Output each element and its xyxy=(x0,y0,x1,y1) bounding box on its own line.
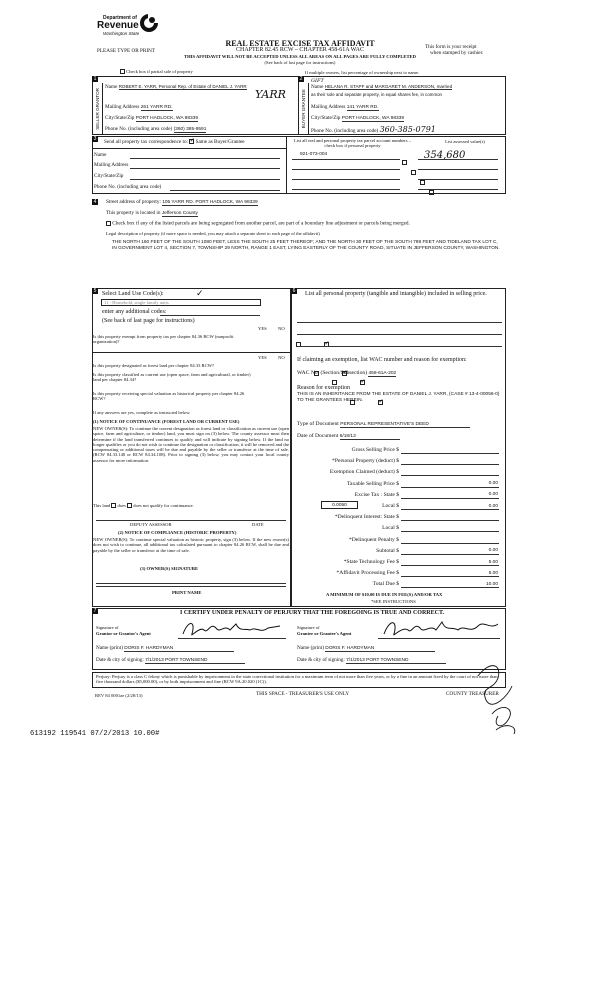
seller-handwritten-note: YARR xyxy=(255,88,286,101)
partial-sale-row xyxy=(120,69,193,74)
grantee-name-row: Name (print) DORIS F. HARDYMAN xyxy=(297,645,435,652)
land-use-label: Select Land Use Code(s): xyxy=(102,291,164,297)
deputy-date-label: DATE xyxy=(252,522,264,527)
buyer-name-field[interactable]: HELANA R. STAPF and MARGARET M. ANDERSON, married xyxy=(324,84,453,89)
s3-name-field[interactable] xyxy=(130,158,280,159)
tax-line-value: 0.00 xyxy=(488,481,498,487)
tax-line-field[interactable] xyxy=(401,509,499,510)
deputy-signature-line[interactable] xyxy=(96,520,286,521)
tax-line-label: *Delinquent Interest: State $ xyxy=(334,514,399,521)
buyer-city-row: City/State/Zip PORT HADLOCK, WA 98339 xyxy=(311,115,404,121)
tax-line-field[interactable] xyxy=(401,587,499,588)
segregated-checkbox[interactable] xyxy=(106,221,111,226)
buyer-phone-row: Phone No. (including area code) 360-385-0791 xyxy=(311,125,436,134)
seller-phone-field[interactable]: (360) 385-9591 xyxy=(173,127,207,132)
q2-text: Is this property designated as forest land per chapter 84.33 RCW? xyxy=(93,363,215,368)
this-land-row: This land does does not qualify for continuance. xyxy=(93,503,194,508)
land-does-checkbox[interactable] xyxy=(111,503,116,508)
section-7-marker: 7 xyxy=(93,608,97,614)
reason-field[interactable]: THIS IS AN INHERITANCE FROM THE ESTATE OF DANIEL J. YARR, (CASE # 13-4-00056-0) TO THE GRANTEES HEREIN. xyxy=(297,392,500,404)
section-1-marker: 1 xyxy=(93,76,97,82)
q1-text: Is this property exempt from property tax per chapter 84.36 RCW (nonprofit organization)? xyxy=(93,334,234,345)
send-correspondence-row: Send all property tax correspondence to: ✓ Same as Buyer/Grantee xyxy=(104,139,245,145)
yes-header-2: YES xyxy=(258,355,267,360)
county-treasurer: COUNTY TREASURER xyxy=(446,691,499,697)
section-3-marker: 3 xyxy=(93,136,97,142)
receipt-note-1: This form is your receipt xyxy=(425,44,477,50)
buyer-side-label: BUYER GRANTEE xyxy=(300,89,306,129)
seller-name-field[interactable]: ROBERT E. YARR, Personal Rep. of Estate of DANIEL J. YARR xyxy=(118,84,247,89)
s3-phone-label: Phone No. (including area code) xyxy=(94,184,162,190)
buyer-name-note-row xyxy=(311,92,442,98)
seller-city-row: City/State/Zip PORT HADLOCK, WA 98339 xyxy=(105,115,198,121)
s3-mailing-label: Mailing Address xyxy=(94,162,129,168)
grantee-date-field[interactable]: 7/1/2013 PORT TOWNSEND xyxy=(346,658,446,664)
located-county-field[interactable]: Jefferson County xyxy=(161,211,198,216)
see-instructions-note: *SEE INSTRUCTIONS xyxy=(371,599,416,604)
s3-city-field[interactable] xyxy=(130,179,280,180)
tax-line-label: Local $ xyxy=(382,503,399,509)
perjury-notice: Perjury: Perjury is a class C felony which is punishable by imprisonment in the state correctional institution for a maximum term of not more than five years, or by a fine in an amount fixed by the court of not more than five thousand dollars ($5,000.00), or by both imprisonment and fine (RCW 9A.20.020 (1C)). xyxy=(92,672,506,688)
buyer-name-row: Name HELANA R. STAPF and MARGARET M. ANDERSON, married xyxy=(311,84,453,90)
recording-stamp: 613192 119541 07/2/2013 10.00# xyxy=(30,730,160,738)
same-as-buyer-checkbox[interactable] xyxy=(189,139,194,144)
buyer-mailing-row: Mailing Address 141 YARR RD. xyxy=(311,104,379,110)
grantee-sig-label-1: Signature of xyxy=(297,625,320,630)
minimum-note: A MINIMUM OF $10.00 IS DUE IN FEE(S) AND/OR TAX xyxy=(326,592,443,597)
tax-line-value: 0.00 xyxy=(488,548,498,554)
land-use-select[interactable]: 11 - Household, single family units xyxy=(101,299,261,306)
grantor-name-field[interactable]: DORIS F. HARDYMAN xyxy=(124,646,234,652)
buyer-name-note: as their sole and separate property, in equal shares fee, in common xyxy=(311,92,442,97)
s3-mailing-field[interactable] xyxy=(130,168,280,169)
land-use-see-back: (See back of last page for instructions) xyxy=(102,318,195,324)
dept-line3: Washington State xyxy=(103,31,140,36)
seller-side-label: SELLER GRANTOR xyxy=(94,88,100,130)
section-4-marker: 4 xyxy=(93,199,97,205)
doc-date-row: Date of Document 6/18/13 xyxy=(297,433,400,440)
buyer-city-field[interactable]: PORT HADLOCK, WA 98339 xyxy=(341,116,404,121)
tax-line-field[interactable] xyxy=(401,464,499,465)
no-header-1: NO xyxy=(278,326,285,331)
wac-row: WAC No. (Section/Subsection) 458-61A-202 xyxy=(297,370,397,376)
exemption-label: If claiming an exemption, list WAC number and reason for exemption: xyxy=(297,357,467,363)
see-back-note: (See back of last page for instructions) xyxy=(264,60,336,65)
notice-1-text: NEW OWNER(S): To continue the current designation as forest land or classification as current use (open space, farm and agriculture, or timber) land, you must sign on (3) below. The county assessor must then determine if the land transferred continues to qualify and will indicate by signing below. If the land no longer qualifies or you do not wish to continue the designation or classification, it will be removed and the compensating or additional taxes will be due and payable by the seller or transferor at the time of sale. (RCW 84.33.140 or RCW 84.34.108). Prior to signing (3) below, you may contact your local county assessor for more information. xyxy=(93,426,289,463)
grantor-date-field[interactable]: 7/1/2013 PORT TOWNSEND xyxy=(145,658,245,664)
seller-city-field[interactable]: PORT HADLOCK, WA 98339 xyxy=(135,116,198,121)
buyer-phone-field[interactable]: 360-385-0791 xyxy=(379,125,436,134)
partial-sale-label: Check box if partial sale of property xyxy=(126,69,193,74)
tax-line-field[interactable] xyxy=(401,531,499,532)
land-use-checkmark: ✓ xyxy=(196,288,204,298)
partial-sale-checkbox[interactable] xyxy=(120,69,125,74)
tax-line-label: Local $ xyxy=(382,525,399,532)
tax-line-value: 0.00 xyxy=(488,492,498,498)
tax-line-field[interactable] xyxy=(401,543,499,544)
grantor-sig-label-1: Signature of xyxy=(96,625,119,630)
tax-line-field[interactable] xyxy=(401,453,499,454)
owner-signature-line[interactable] xyxy=(96,583,286,584)
please-type: PLEASE TYPE OR PRINT xyxy=(97,48,155,54)
grantee-name-field[interactable]: DORIS F. HARDYMAN xyxy=(325,646,435,652)
certify-statement: I CERTIFY UNDER PENALTY OF PERJURY THAT THE FOREGOING IS TRUE AND CORRECT. xyxy=(180,610,445,616)
local-rate-field[interactable]: 0.0050 xyxy=(321,501,358,509)
wac-field[interactable]: 458-61A-202 xyxy=(368,371,397,376)
tax-line-label: Taxable Selling Price $ xyxy=(347,480,399,487)
parcel-personal-checkbox-4[interactable] xyxy=(429,190,434,195)
tax-line-label: Total Due $ xyxy=(372,581,399,588)
tax-line-value: 0.00 xyxy=(488,503,498,509)
legal-description[interactable]: THE NORTH 160 FEET OF THE SOUTH 1080 FEET, LESS THE SOUTH 25 FEET THEREOF; AND THE NORTH 30 FEET OF THE SOUTH 798 FEET AND TIDELAND TAX LOT C, IN GOVERNMENT LOT 4, SECTION 7, TOWNSHIP 29 NORTH, RANGE 1 EAST, LYING EASTERLY OF THE COUNTY ROAD, SITUATE IN JEFFERSON COUNTY, WASHINGTON. xyxy=(112,240,500,252)
additional-codes-label: enter any additional codes: xyxy=(102,309,167,315)
treasurer-space: THIS SPACE - TREASURER'S USE ONLY xyxy=(256,691,350,697)
s3-name-label: Name xyxy=(94,152,107,158)
dept-line2: Revenue xyxy=(97,20,139,31)
seller-mailing-row: Mailing Address 261 YARR RD. xyxy=(105,104,173,110)
doc-type-field[interactable]: PERSONAL REPRESENTATIVE'S DEED xyxy=(340,422,470,428)
section-6-marker: 6 xyxy=(292,288,296,294)
q3-text: Is this property classified as current use (open space, farm and agricultural, or timber) land per chapter 84.34? xyxy=(93,372,251,383)
print-name-label: PRINT NAME xyxy=(172,590,202,595)
assessed-value[interactable]: 354,680 xyxy=(424,150,466,161)
tax-line-field[interactable] xyxy=(401,520,499,521)
tax-line-label: Excise Tax : State $ xyxy=(354,491,399,498)
form-warning: THIS AFFIDAVIT WILL NOT BE ACCEPTED UNLESS ALL AREAS ON ALL PAGES ARE FULLY COMPLETED xyxy=(184,54,416,59)
grantee-signature[interactable] xyxy=(380,616,502,640)
tax-line-field[interactable] xyxy=(401,576,499,577)
grantee-date-row: Date & city of signing: 7/1/2013 PORT TOWNSEND xyxy=(297,657,446,664)
grantor-name-row: Name (print) DORIS F. HARDYMAN xyxy=(96,645,234,652)
tax-line-field[interactable] xyxy=(401,487,499,488)
revenue-logo xyxy=(97,12,167,42)
grantor-sig-label-2: Grantor or Grantor's Agent xyxy=(96,631,151,636)
seller-name-row: Name ROBERT E. YARR, Personal Rep. of Estate of DANIEL J. YARR xyxy=(105,84,247,90)
yes-header-1: YES xyxy=(258,326,267,331)
doc-date-field[interactable]: 6/18/13 xyxy=(340,434,400,440)
parcel-number[interactable]: 921-073-004 xyxy=(300,152,328,157)
assessed-header: List assessed value(s) xyxy=(445,139,485,144)
tax-line-value: 5.00 xyxy=(488,570,498,576)
parcel-personal-checkbox-2[interactable] xyxy=(411,170,416,175)
reason-label: Reason for exemption xyxy=(297,385,350,391)
grantor-signature[interactable] xyxy=(180,618,285,640)
s3-phone-field[interactable] xyxy=(170,190,280,191)
grantor-date-row: Date & city of signing: 7/1/2013 PORT TOWNSEND xyxy=(96,657,245,664)
tax-line-label: Exemption Claimed (deduct) $ xyxy=(329,469,399,476)
located-row: This property is located in Jefferson County xyxy=(106,210,198,216)
treasurer-initials-scribble xyxy=(468,656,523,736)
personal-property-label: List all personal property (tangible and intangible) included in selling price. xyxy=(305,291,487,297)
dept-line1: Department of xyxy=(103,15,137,21)
section-5-marker: 5 xyxy=(93,288,97,294)
tax-line-label: Subtotal $ xyxy=(376,547,399,554)
deputy-assessor-label: DEPUTY ASSESSOR xyxy=(130,522,172,527)
doc-type-row: Type of Document PERSONAL REPRESENTATIVE'S DEED xyxy=(297,421,470,428)
s3-city-label: City/State/Zip xyxy=(94,173,124,179)
owner-signature-label: (3) OWNER(S) SIGNATURE xyxy=(140,566,199,571)
parcel-personal-checkbox-3[interactable] xyxy=(420,180,425,185)
revenue-logo-icon xyxy=(139,13,159,33)
buyer-mailing-field[interactable]: 141 YARR RD. xyxy=(346,105,379,110)
if-yes-note: If any answers are yes, complete as instructed below. xyxy=(93,410,191,415)
q4-text: Is this property receiving special valuation as historical property per chapter 84.26 RCW? xyxy=(93,391,245,402)
tax-line-label: Gross Selling Price $ xyxy=(351,447,399,453)
segregated-row: Check box if any of the listed parcels are being segregated from another parcel, are part of a boundary line adjustment or parcels being merged. xyxy=(106,221,410,228)
tax-line-field[interactable] xyxy=(401,475,499,476)
tax-line-label: *Personal Property (deduct) $ xyxy=(332,458,399,465)
tax-line-label: *Affidavit Processing Fee $ xyxy=(336,570,399,577)
parcel-personal-checkbox-1[interactable] xyxy=(402,160,407,165)
street-address-field[interactable]: 105 YARR RD. PORT HADLOCK, WA 98339 xyxy=(162,200,258,205)
tax-line-field[interactable] xyxy=(401,498,499,499)
form-chapter: CHAPTER 82.45 RCW – CHAPTER 458-61A WAC xyxy=(236,47,364,53)
rev-number: REV 84 0001ae (2/28/13) xyxy=(95,693,143,698)
grantee-sig-label-2: Grantee or Grantee's Agent xyxy=(297,631,352,636)
notice-1-title: (1) NOTICE OF CONTINUANCE (FOREST LAND OR CURRENT USE) xyxy=(93,419,240,424)
receipt-note-2: when stamped by cashier. xyxy=(430,50,484,56)
section-2-marker: 2 xyxy=(299,76,303,82)
parcel-header: List all real and personal property tax parcel account numbers – check box if personal property xyxy=(293,138,412,149)
tax-line-field[interactable] xyxy=(401,554,499,555)
seller-mailing-field[interactable]: 261 YARR RD. xyxy=(140,105,173,110)
tax-line-label: *Delinquent Penalty $ xyxy=(348,536,399,543)
buyer-handwritten-note: GIFT xyxy=(311,78,324,84)
form-title: REAL ESTATE EXCISE TAX AFFIDAVIT xyxy=(225,39,375,48)
tax-line-label: *State Technology Fee $ xyxy=(343,559,399,565)
notice-2-title: (2) NOTICE OF COMPLIANCE (HISTORIC PROPERTY) xyxy=(118,530,237,535)
legal-description-label: Legal description of property (if more space is needed, you may attach a separate sheet to each page of the affidavit) xyxy=(106,231,320,236)
no-header-2: NO xyxy=(278,355,285,360)
additional-codes-field[interactable] xyxy=(160,315,260,316)
multiple-owners-note: If multiple owners, list percentage of ownership next to name. xyxy=(305,70,420,75)
street-address-row: Street address of property: 105 YARR RD. PORT HADLOCK, WA 98339 xyxy=(106,199,258,205)
seller-phone-row: Phone No. (including area code) (360) 385-9591 xyxy=(105,126,207,132)
tax-line-value: 10.00 xyxy=(485,581,498,587)
tax-line-value: 5.00 xyxy=(488,559,498,565)
tax-line-field[interactable] xyxy=(401,565,499,566)
notice-2-text: NEW OWNER(S): To continue special valuation as historic property, sign (3) below. If the new owner(s) does not wish to continue, all additional tax calculated pursuant to chapter 84.26 RCW, shall be due and payable by the seller or transferor at the time of sale. xyxy=(93,537,289,553)
land-does-not-checkbox[interactable] xyxy=(127,503,132,508)
